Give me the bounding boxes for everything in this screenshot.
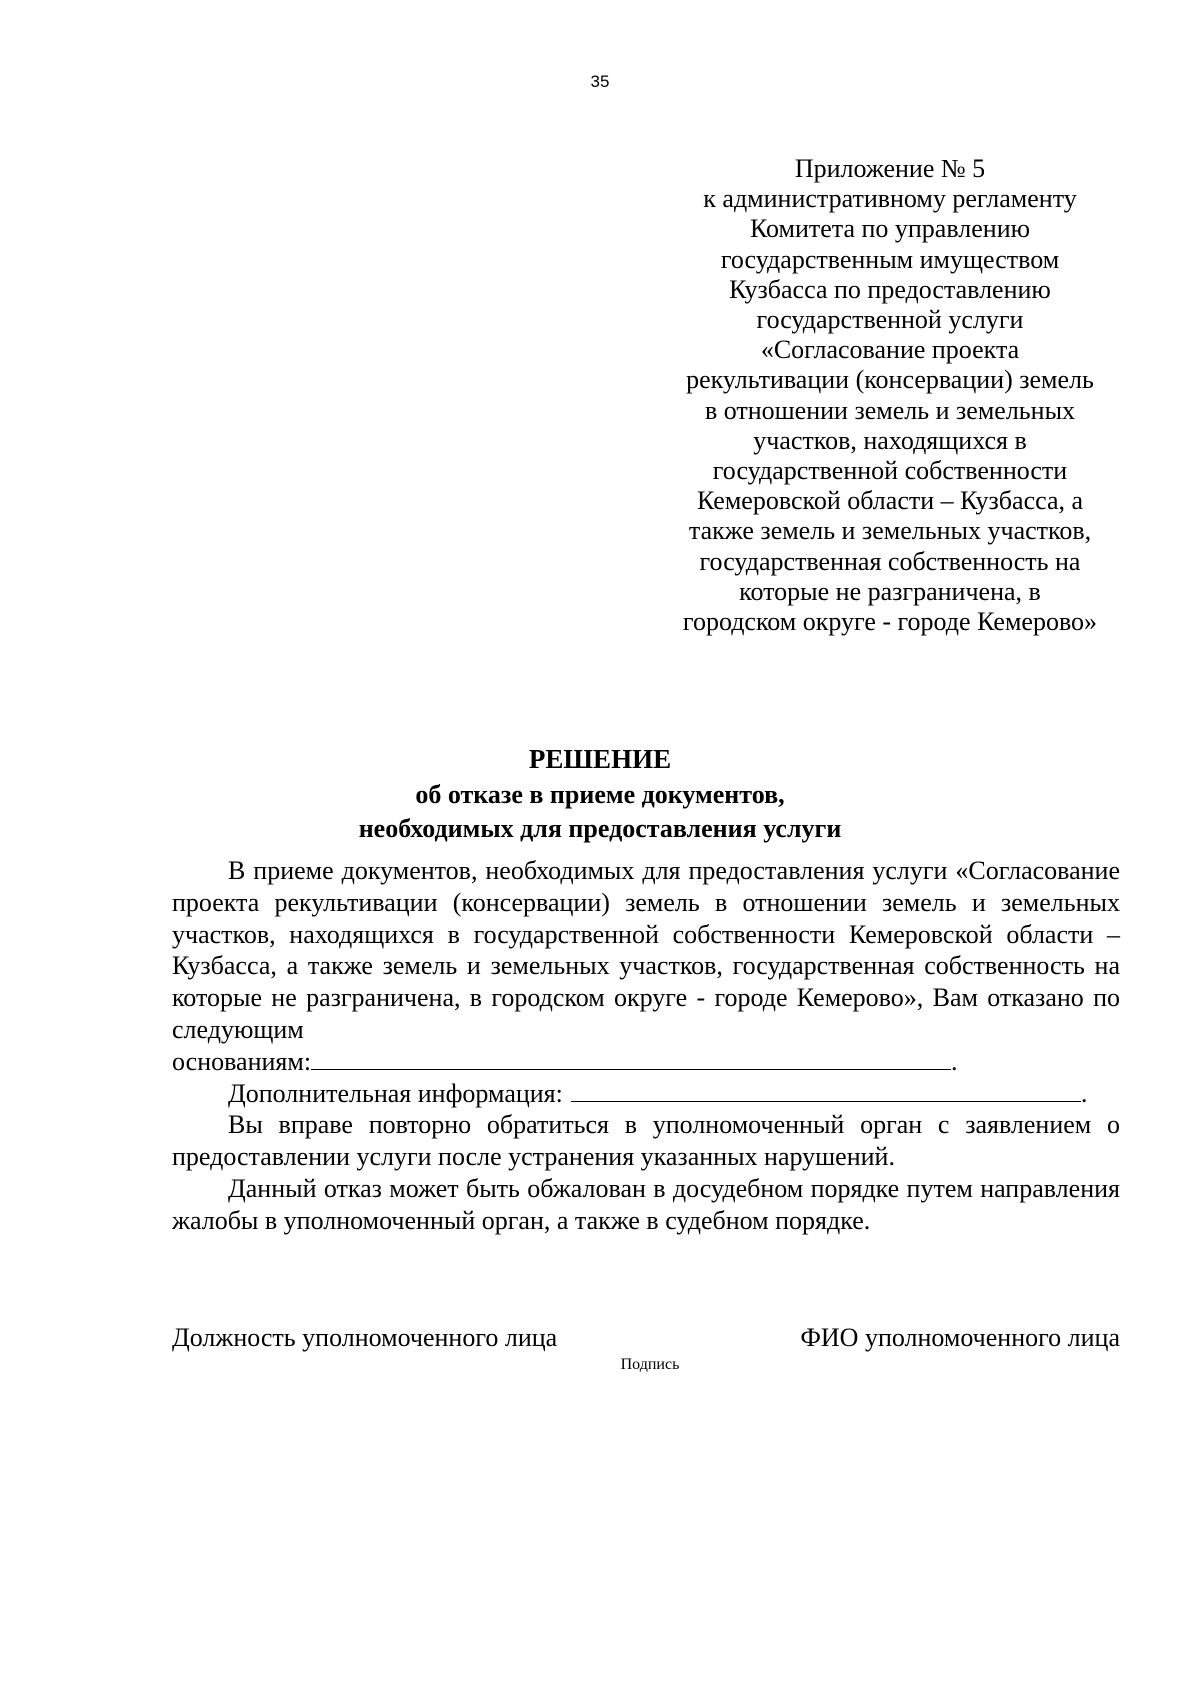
signature-caption: Подпись xyxy=(620,1356,680,1373)
appendix-line: государственным имуществом xyxy=(720,244,1060,274)
appendix-line: Комитета по управлению xyxy=(749,214,1031,244)
grounds-label: основаниям: xyxy=(172,1046,312,1076)
page-number: 35 xyxy=(590,72,610,91)
appendix-header xyxy=(640,154,1140,637)
additional-info-label: Дополнительная информация: xyxy=(228,1078,563,1108)
document-title xyxy=(0,740,1200,846)
official-name-label: ФИО уполномоченного лица xyxy=(800,1323,1120,1352)
appendix-line: государственная собственность на xyxy=(699,546,1081,576)
title-main: РЕШЕНИЕ xyxy=(528,744,672,774)
appendix-line: которые не разграничена, в xyxy=(739,576,1041,606)
appendix-line: Кузбасса по предоставлению xyxy=(729,274,1051,304)
grounds-line xyxy=(172,1046,1120,1078)
grounds-end: . xyxy=(951,1046,958,1076)
appendix-line: Кемеровской области – Кузбасса, а xyxy=(696,486,1084,516)
refusal-paragraph xyxy=(172,855,1120,1046)
appendix-line: государственной услуги xyxy=(756,305,1024,335)
appendix-line: Приложение № 5 xyxy=(794,154,986,183)
appendix-line: также земель и земельных участков, xyxy=(688,516,1092,546)
appendix-line: государственной собственности xyxy=(712,456,1068,486)
reapply-paragraph: Вы вправе повторно обратиться в уполномоченный орган с заявлением о предоставлении услуги после устранения указанных нарушений. xyxy=(172,1110,1120,1172)
additional-info-line xyxy=(172,1078,1120,1110)
appendix-line: в отношении земель и земельных xyxy=(704,395,1076,425)
appendix-line: рекультивации (консервации) земель xyxy=(686,365,1094,395)
appendix-line: «Согласование проекта xyxy=(760,335,1020,365)
refusal-text: В приеме документов, необходимых для предоставления услуги «Согласование проекта рекультивации (консервации) земель в отношении земель и земельных участков, находящихся в государственной собственности Кемеровской области – Кузбасса, а также земель и земельных участков, государственная собственность на которые не разграничена, в городском округе - городе Кемерово», Вам отказано по следующим xyxy=(172,856,1120,1044)
additional-info-blank-line xyxy=(571,1081,1081,1102)
appendix-line: участков, находящихся в xyxy=(753,425,1027,455)
title-line-1: об отказе в приеме документов, xyxy=(415,780,785,809)
appendix-line: к административному регламенту xyxy=(703,184,1077,214)
additional-info-end: . xyxy=(1080,1078,1088,1108)
appendix-line: городском округе - городе Кемерово» xyxy=(682,607,1098,637)
appeal-paragraph: Данный отказ может быть обжалован в досудебном порядке путем направления жалобы в уполномоченный орган, а также в судебном порядке. xyxy=(172,1173,1120,1235)
document-body xyxy=(172,855,1120,1237)
grounds-blank-line xyxy=(311,1049,951,1070)
official-position-label: Должность уполномоченного лица xyxy=(172,1323,558,1352)
title-line-2: необходимых для предоставления услуги xyxy=(358,814,842,843)
